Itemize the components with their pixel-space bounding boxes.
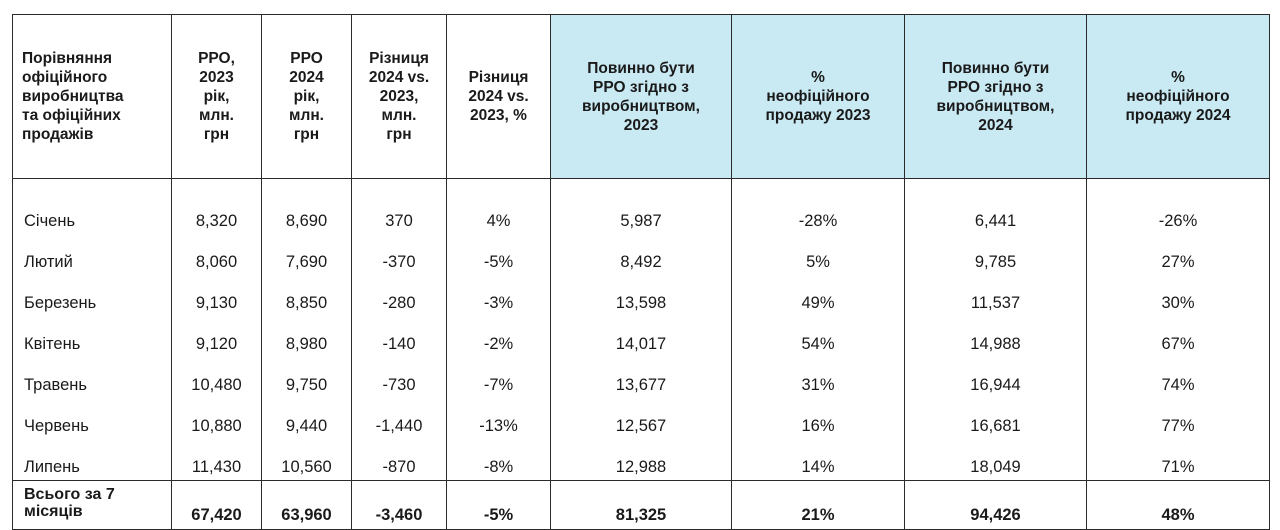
diff-amount-cell: -370 [352, 234, 447, 275]
diff-amount-cell: -730 [352, 357, 447, 398]
diff-percent-cell: -13% [447, 398, 551, 439]
header-unofficial-pct-2023: % неофіційного продажу 2023 [732, 15, 905, 179]
total-diff-percent-cell: -5% [447, 481, 551, 530]
expected-rro-2023-cell: 5,987 [551, 193, 732, 234]
total-unofficial-pct-2023-cell: 21% [732, 481, 905, 530]
rro-2024-cell: 7,690 [262, 234, 352, 275]
diff-amount-cell: 370 [352, 193, 447, 234]
header-unofficial-pct-2024: % неофіційного продажу 2024 [1087, 15, 1270, 179]
month-cell: Січень [13, 193, 172, 234]
diff-percent-cell: -3% [447, 275, 551, 316]
expected-rro-2024-cell: 11,537 [905, 275, 1087, 316]
table-row [13, 439, 1270, 481]
rro-2024-cell: 9,750 [262, 357, 352, 398]
total-rro-2024-cell: 63,960 [262, 481, 352, 530]
header-rro-2024: РРО 2024 рік, млн. грн [262, 15, 352, 179]
expected-rro-2024-cell: 14,988 [905, 316, 1087, 357]
rro-2023-cell: 11,430 [172, 439, 262, 481]
table-row [13, 234, 1270, 275]
total-expected-rro-2024-cell: 94,426 [905, 481, 1087, 530]
unofficial-pct-2023-cell: 5% [732, 234, 905, 275]
rro-2023-cell: 10,480 [172, 357, 262, 398]
total-unofficial-pct-2024-cell: 48% [1087, 481, 1270, 530]
expected-rro-2023-cell: 14,017 [551, 316, 732, 357]
rro-2024-cell: 10,560 [262, 439, 352, 481]
rro-2023-cell: 9,130 [172, 275, 262, 316]
header-row [13, 15, 1270, 179]
header-diff-amount: Різниця 2024 vs. 2023, млн. грн [352, 15, 447, 179]
total-rro-2023-cell: 67,420 [172, 481, 262, 530]
diff-percent-cell: -7% [447, 357, 551, 398]
unofficial-pct-2024-cell: -26% [1087, 193, 1270, 234]
diff-percent-cell: -5% [447, 234, 551, 275]
diff-percent-cell: -2% [447, 316, 551, 357]
month-cell: Червень [13, 398, 172, 439]
unofficial-pct-2023-cell: 14% [732, 439, 905, 481]
spacer-row [13, 179, 1270, 194]
comparison-table-container [12, 14, 1270, 530]
expected-rro-2023-cell: 12,988 [551, 439, 732, 481]
diff-amount-cell: -870 [352, 439, 447, 481]
unofficial-pct-2024-cell: 74% [1087, 357, 1270, 398]
header-expected-rro-2024: Повинно бути РРО згідно з виробництвом, 2024 [905, 15, 1087, 179]
header-expected-rro-2023: Повинно бути РРО згідно з виробництвом, 2023 [551, 15, 732, 179]
production-vs-sales-table [12, 14, 1270, 530]
table-row [13, 275, 1270, 316]
table-row [13, 398, 1270, 439]
unofficial-pct-2024-cell: 71% [1087, 439, 1270, 481]
unofficial-pct-2023-cell: 54% [732, 316, 905, 357]
rro-2024-cell: 8,850 [262, 275, 352, 316]
month-cell: Липень [13, 439, 172, 481]
header-rro-2023: РРО, 2023 рік, млн. грн [172, 15, 262, 179]
rro-2023-cell: 8,060 [172, 234, 262, 275]
month-cell: Травень [13, 357, 172, 398]
rro-2023-cell: 9,120 [172, 316, 262, 357]
table-row [13, 316, 1270, 357]
diff-percent-cell: -8% [447, 439, 551, 481]
unofficial-pct-2023-cell: 31% [732, 357, 905, 398]
diff-amount-cell: -140 [352, 316, 447, 357]
table-row [13, 357, 1270, 398]
unofficial-pct-2024-cell: 77% [1087, 398, 1270, 439]
diff-amount-cell: -280 [352, 275, 447, 316]
expected-rro-2024-cell: 16,944 [905, 357, 1087, 398]
unofficial-pct-2023-cell: -28% [732, 193, 905, 234]
unofficial-pct-2024-cell: 27% [1087, 234, 1270, 275]
rro-2023-cell: 8,320 [172, 193, 262, 234]
expected-rro-2024-cell: 18,049 [905, 439, 1087, 481]
unofficial-pct-2024-cell: 30% [1087, 275, 1270, 316]
rro-2024-cell: 9,440 [262, 398, 352, 439]
unofficial-pct-2023-cell: 49% [732, 275, 905, 316]
expected-rro-2023-cell: 13,598 [551, 275, 732, 316]
rro-2024-cell: 8,980 [262, 316, 352, 357]
rro-2023-cell: 10,880 [172, 398, 262, 439]
total-diff-amount-cell: -3,460 [352, 481, 447, 530]
header-diff-percent: Різниця 2024 vs. 2023, % [447, 15, 551, 179]
unofficial-pct-2024-cell: 67% [1087, 316, 1270, 357]
total-month-cell: Всього за 7 місяців [13, 481, 172, 530]
month-cell: Квітень [13, 316, 172, 357]
expected-rro-2024-cell: 16,681 [905, 398, 1087, 439]
expected-rro-2024-cell: 9,785 [905, 234, 1087, 275]
table-row [13, 193, 1270, 234]
month-cell: Березень [13, 275, 172, 316]
expected-rro-2023-cell: 8,492 [551, 234, 732, 275]
diff-percent-cell: 4% [447, 193, 551, 234]
header-comparison: Порівняння офіційного виробництва та офіційних продажів [13, 15, 172, 179]
table-header [13, 15, 1270, 179]
rro-2024-cell: 8,690 [262, 193, 352, 234]
month-cell: Лютий [13, 234, 172, 275]
table-body [13, 179, 1270, 530]
diff-amount-cell: -1,440 [352, 398, 447, 439]
unofficial-pct-2023-cell: 16% [732, 398, 905, 439]
total-expected-rro-2023-cell: 81,325 [551, 481, 732, 530]
expected-rro-2023-cell: 13,677 [551, 357, 732, 398]
expected-rro-2023-cell: 12,567 [551, 398, 732, 439]
total-row [13, 481, 1270, 530]
expected-rro-2024-cell: 6,441 [905, 193, 1087, 234]
